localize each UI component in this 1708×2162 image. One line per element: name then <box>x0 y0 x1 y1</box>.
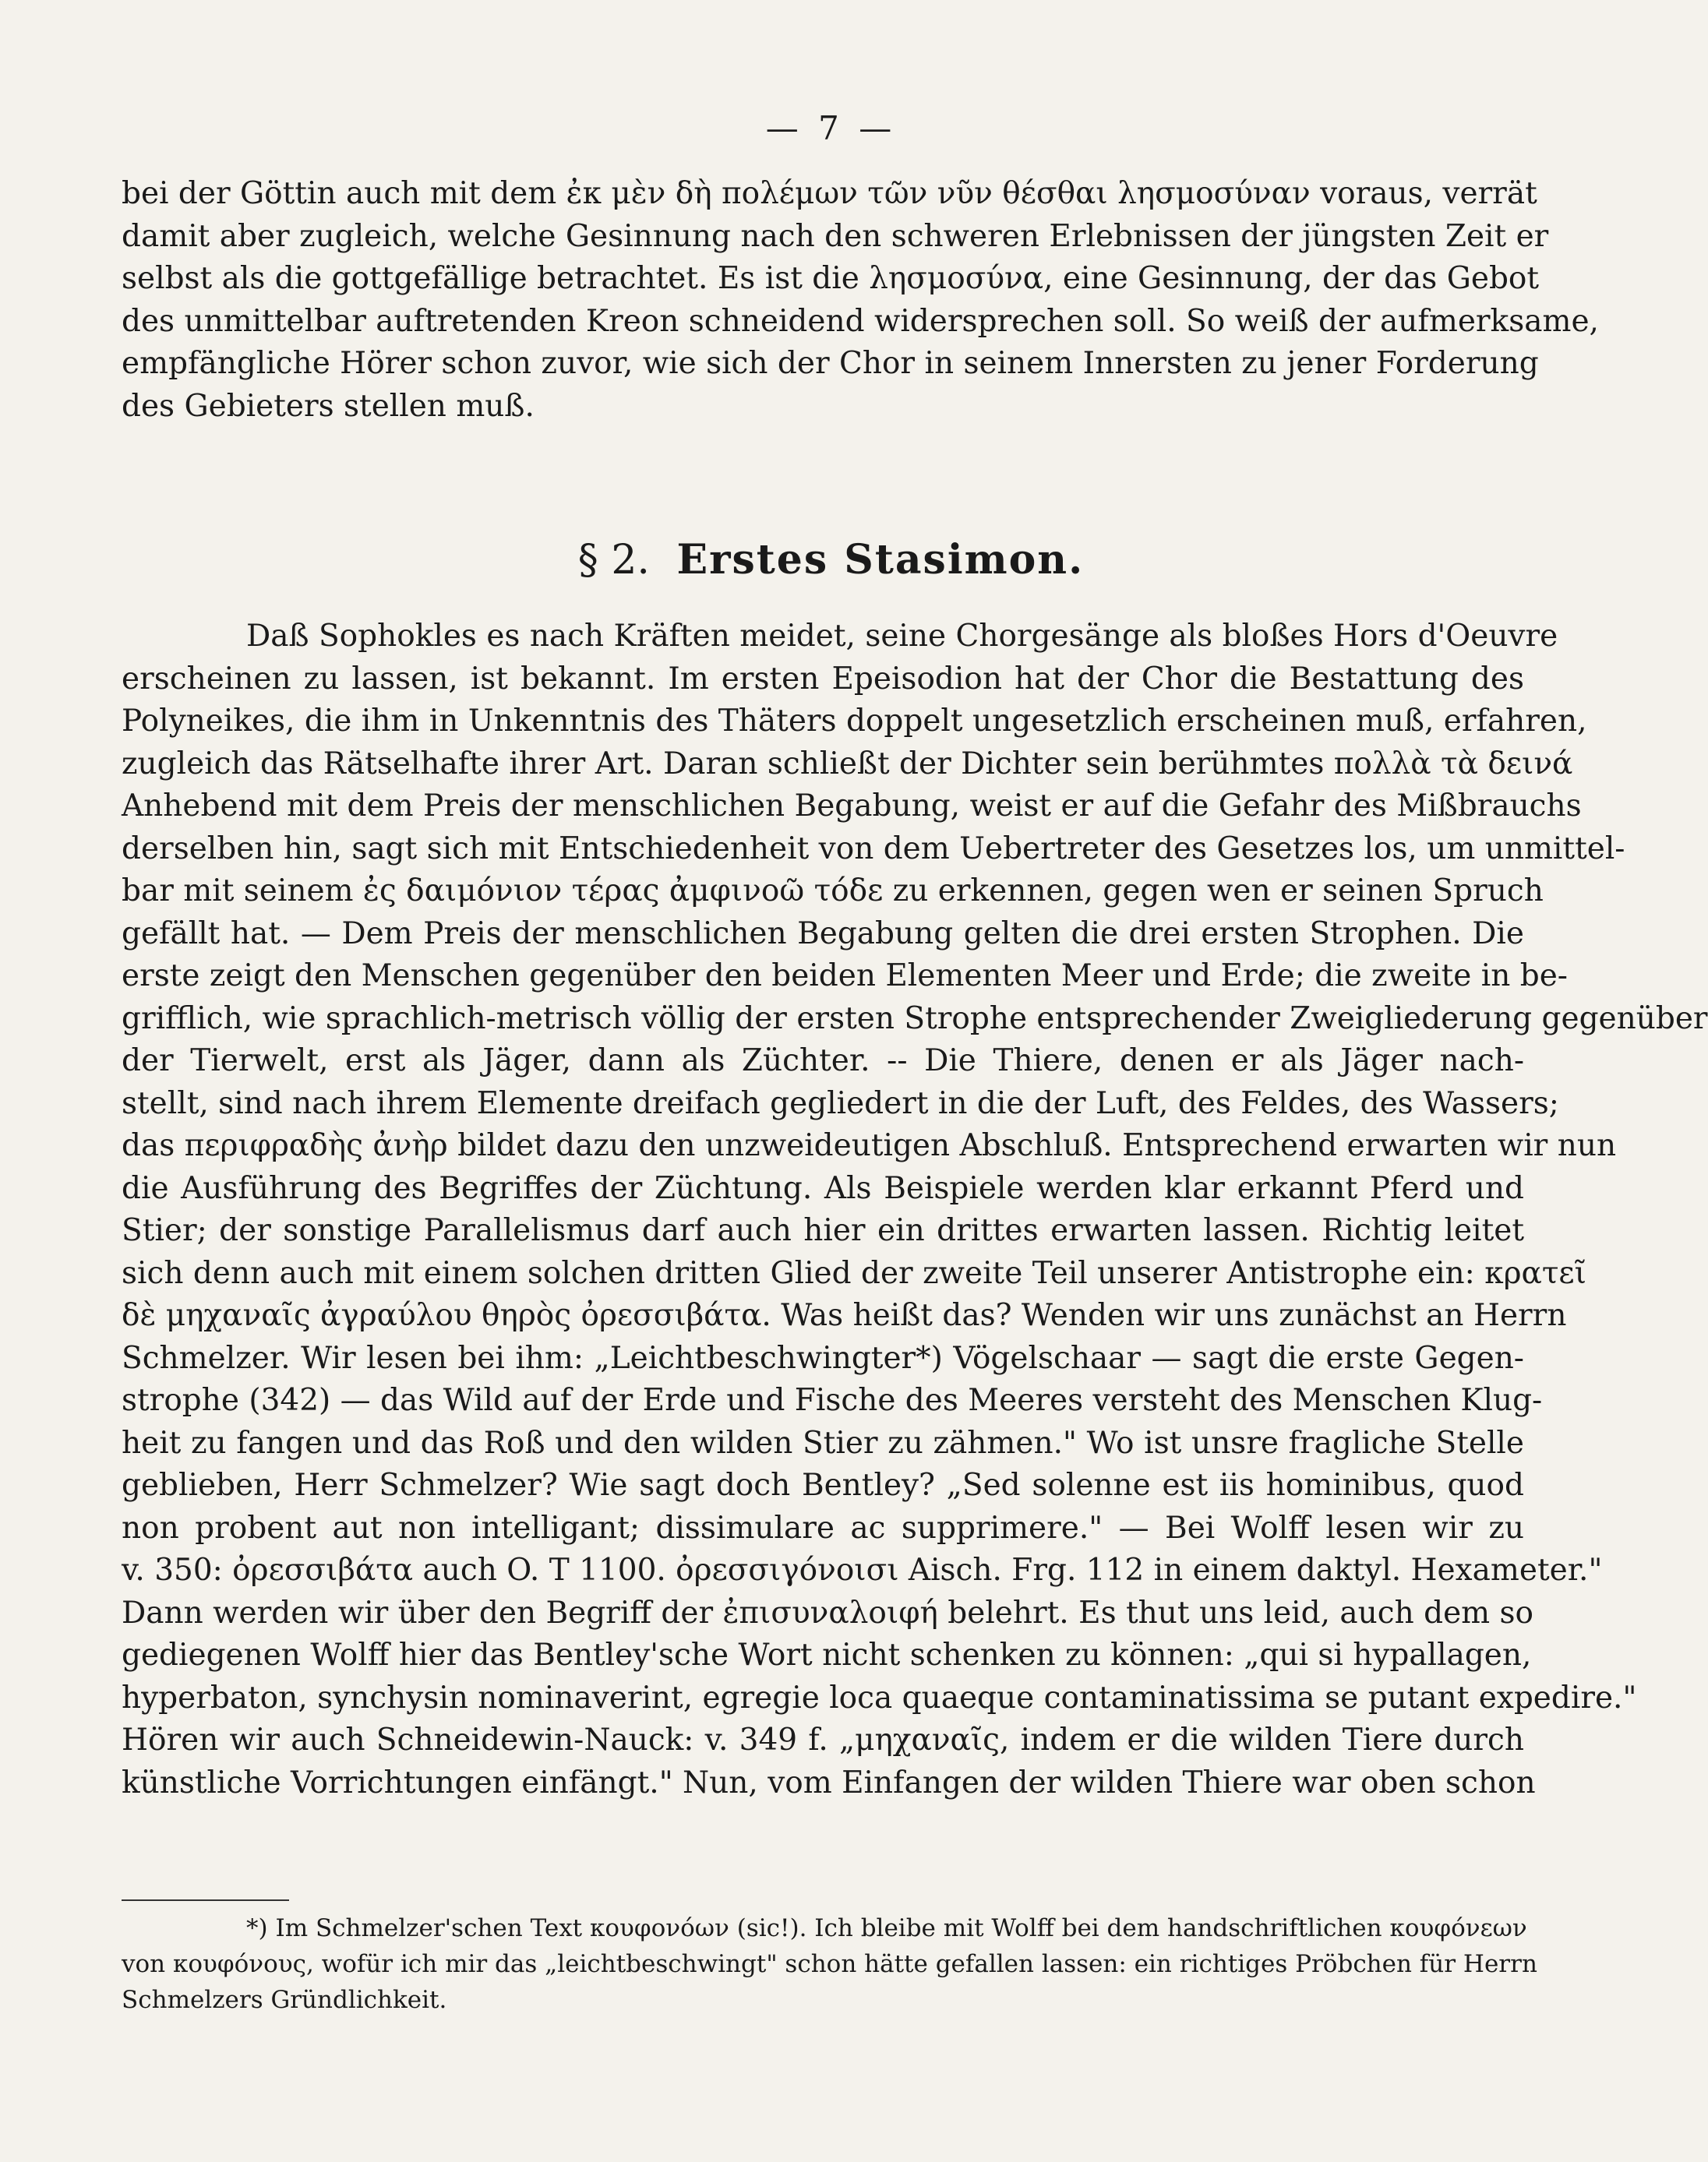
text-line: gefällt hat. — Dem Preis der menschlichen Begabung gelten die drei ersten Strophen. Die <box>122 915 1524 951</box>
text-line: des Gebieters stellen muß. <box>122 388 535 424</box>
text-line: des unmittelbar auftretenden Kreon schneidend widersprechen soll. So weiß der aufmerksame, <box>122 303 1599 339</box>
page-number: — 7 — <box>765 109 897 147</box>
footnote-divider <box>122 1899 289 1901</box>
text-line: hyperbaton, synchysin nominaverint, egregie loca quaeque contaminatissima se putant expedire." <box>122 1680 1637 1716</box>
section-heading <box>0 536 1662 584</box>
text-line: sich denn auch mit einem solchen dritten Glied der zweite Teil unserer Antistrophe ein: κρατεῖ <box>122 1255 1586 1291</box>
text-line: δὲ μηχαναῖς ἀγραύλου θηρὸς ὀρεσσιβάτα. Was heißt das? Wenden wir uns zunächst an Herrn <box>122 1298 1567 1333</box>
text-line: das περιφραδὴς ἀνὴρ bildet dazu den unzweideutigen Abschluß. Entsprechend erwarten wir nun <box>122 1128 1617 1163</box>
text-line: zugleich das Rätselhafte ihrer Art. Daran schließt der Dichter sein berühmtes πολλὰ τὰ δεινά <box>122 746 1573 781</box>
text-line: bar mit seinem ἐς δαιμόνιον τέρας ἀμφινοῶ τόδε zu erkennen, gegen wen er seinen Spruch <box>122 873 1544 908</box>
text-line: empfängliche Hörer schon zuvor, wie sich der Chor in seinem Innersten zu jener Forderung <box>122 346 1539 381</box>
text-line: damit aber zugleich, welche Gesinnung nach den schweren Erlebnissen der jüngsten Zeit er <box>122 218 1549 254</box>
text-line: der Tierwelt, erst als Jäger, dann als Züchter. -- Die Thiere, denen er als Jäger nach- <box>122 1043 1524 1078</box>
text-line: Stier; der sonstige Parallelismus darf auch hier ein drittes erwarten lassen. Richtig leitet <box>122 1213 1524 1248</box>
footnote-line: Schmelzers Gründlichkeit. <box>122 1986 447 2014</box>
text-line: Polyneikes, die ihm in Unkenntnis des Thäters doppelt ungesetzlich erscheinen muß, erfahren, <box>122 704 1587 739</box>
footnote-block <box>122 1910 1537 2018</box>
text-line: Daß Sophokles es nach Kräften meidet, seine Chorgesänge als bloßes Hors d'Oeuvre <box>246 619 1558 654</box>
text-line: bei der Göttin auch mit dem ἐκ μὲν δὴ πολέμων τῶν νῦν θέσθαι λησμοσύναν voraus, verrät <box>122 176 1537 211</box>
text-line: die Ausführung des Begriffes der Züchtung. Als Beispiele werden klar erkannt Pferd und <box>122 1170 1524 1206</box>
footnote-line: von κουφόνους, wofür ich mir das „leichtbeschwingt" schon hätte gefallen lassen: ein richtiges Pröbchen für Herrn <box>122 1950 1537 1978</box>
text-line: geblieben, Herr Schmelzer? Wie sagt doch Bentley? „Sed solenne est iis hominibus, quod <box>122 1468 1524 1503</box>
footnote-line: *) Im Schmelzer'schen Text κουφονόων (sic!). Ich bleibe mit Wolff bei dem handschriftlichen κουφόνεων <box>246 1914 1527 1942</box>
section-number: § 2. <box>577 537 650 584</box>
text-line: erste zeigt den Menschen gegenüber den beiden Elementen Meer und Erde; die zweite in be- <box>122 958 1568 993</box>
text-line: v. 350: ὀρεσσιβάτα auch O. T 1100. ὀρεσσιγόνοισι Aisch. Frg. 112 in einem daktyl. Hexameter." <box>122 1553 1603 1588</box>
text-line: selbst als die gottgefällige betrachtet. Es ist die λησμοσύνα, eine Gesinnung, der das Gebot <box>122 261 1540 296</box>
text-line: strophe (342) — das Wild auf der Erde und Fische des Meeres versteht des Menschen Klug- <box>122 1383 1543 1418</box>
text-line: non probent aut non intelligant; dissimulare ac supprimere." — Bei Wolff lesen wir zu <box>122 1510 1524 1546</box>
text-line: erscheinen zu lassen, ist bekannt. Im ersten Epeisodion hat der Chor die Bestattung des <box>122 661 1524 697</box>
text-line: Schmelzer. Wir lesen bei ihm: „Leichtbeschwingter*) Vögelschaar — sagt die erste Gegen- <box>122 1340 1524 1376</box>
text-line: Anhebend mit dem Preis der menschlichen Begabung, weist er auf die Gefahr des Mißbrauchs <box>122 788 1582 824</box>
section-title: Erstes Stasimon. <box>676 536 1085 584</box>
body-paragraph <box>122 615 1708 1804</box>
text-line: derselben hin, sagt sich mit Entschiedenheit von dem Uebertreter des Gesetzes los, um unmittel- <box>122 831 1625 866</box>
text-line: Dann werden wir über den Begriff der ἐπισυναλοιφή belehrt. Es thut uns leid, auch dem so <box>122 1595 1534 1631</box>
intro-paragraph <box>122 173 1599 428</box>
text-line: künstliche Vorrichtungen einfängt." Nun, vom Einfangen der wilden Thiere war oben schon <box>122 1765 1536 1800</box>
text-line: heit zu fangen und das Roß und den wilden Stier zu zähmen." Wo ist unsre fragliche Stelle <box>122 1425 1524 1461</box>
text-line: grifflich, wie sprachlich-metrisch völlig der ersten Strophe entsprechender Zweigliederung gegenüber <box>122 1000 1708 1036</box>
text-line: Hören wir auch Schneidewin-Nauck: v. 349 f. „μηχαναῖς, indem er die wilden Tiere durch <box>122 1723 1524 1758</box>
text-line: gediegenen Wolff hier das Bentley'sche Wort nicht schenken zu können: „qui si hypallagen, <box>122 1638 1532 1673</box>
text-line: stellt, sind nach ihrem Elemente dreifach gegliedert in die der Luft, des Feldes, des Wassers; <box>122 1085 1559 1121</box>
